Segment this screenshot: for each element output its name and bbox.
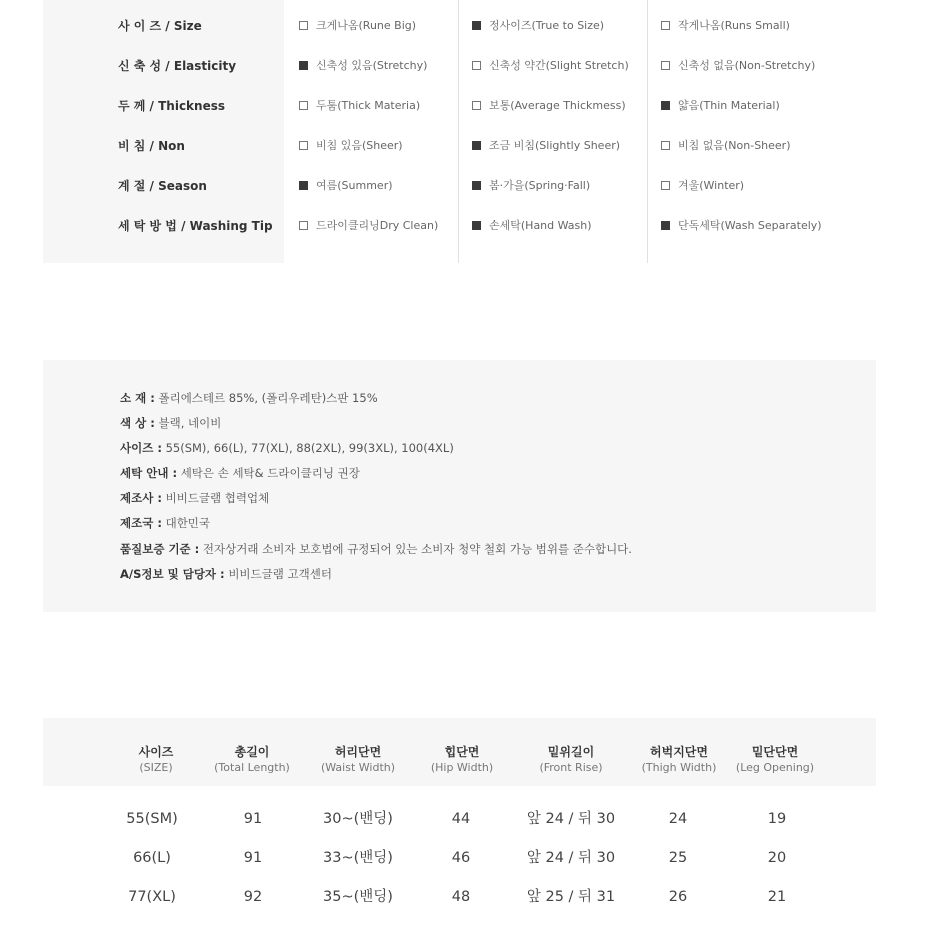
- cell-size: 55(SM): [126, 811, 178, 827]
- checkbox-icon: [661, 181, 670, 190]
- header-ko: 허벅지단면: [650, 745, 708, 759]
- attribute-option: [661, 166, 744, 206]
- cell-front-rise: 앞 25 / 뒤 31: [526, 889, 616, 905]
- checkbox-icon: [299, 101, 308, 110]
- info-value: 전자상거래 소비자 보호법에 규정되어 있는 소비자 청약 철회 가능 범위를 준수합니다.: [202, 542, 632, 556]
- header-ko: 허리단면: [334, 745, 382, 759]
- header-en: (Hip Width): [430, 761, 494, 774]
- option-label: 비침 있음(Sheer): [316, 139, 403, 152]
- info-quality: [120, 541, 632, 557]
- info-sizes: [120, 440, 454, 456]
- header-en: (SIZE): [139, 761, 173, 774]
- checked-box-icon: [299, 61, 308, 70]
- checkbox-icon: [472, 61, 481, 70]
- header-en: (Total Length): [214, 761, 290, 774]
- info-key: 세탁 안내 :: [120, 466, 178, 480]
- header-ko: 사이즈: [138, 745, 174, 759]
- attribute-option: [661, 6, 790, 46]
- option-label: 얇음(Thin Material): [678, 99, 780, 112]
- checked-box-icon: [661, 221, 670, 230]
- cell-hip: 44: [451, 811, 471, 827]
- attribute-row-sheer: [43, 126, 876, 166]
- attribute-option: [299, 166, 393, 206]
- header-waist: [321, 744, 395, 776]
- header-hip: [431, 744, 493, 776]
- checkbox-icon: [299, 221, 308, 230]
- header-ko: 총길이: [234, 745, 270, 759]
- info-washing: [120, 465, 360, 481]
- checkbox-icon: [299, 141, 308, 150]
- attribute-option: [472, 126, 620, 166]
- attribute-row-season: [43, 166, 876, 206]
- option-label: 신축성 없음(Non-Stretchy): [678, 59, 816, 72]
- cell-size: 66(L): [133, 850, 171, 866]
- info-value: 블랙, 네이비: [158, 416, 222, 430]
- attribute-option: [472, 86, 626, 126]
- cell-leg-opening: 19: [767, 811, 787, 827]
- checked-box-icon: [472, 181, 481, 190]
- attribute-option: [472, 166, 590, 206]
- attribute-option: [472, 6, 604, 46]
- cell-waist: 30~(밴딩): [323, 811, 393, 827]
- info-value: 비비드글램 고객센터: [228, 567, 332, 581]
- info-key: 색 상 :: [120, 416, 155, 430]
- info-country: [120, 515, 210, 531]
- cell-hip: 46: [451, 850, 471, 866]
- cell-thigh: 26: [668, 889, 688, 905]
- option-label: 두툼(Thick Materia): [316, 99, 421, 112]
- option-label: 보통(Average Thickmess): [489, 99, 626, 112]
- checkbox-icon: [661, 61, 670, 70]
- header-ko: 밑위길이: [547, 745, 595, 759]
- option-label: 비침 없음(Non-Sheer): [678, 139, 791, 152]
- info-as-contact: [120, 566, 332, 582]
- size-table: [43, 718, 876, 925]
- cell-size: 77(XL): [128, 889, 176, 905]
- attribute-option: [299, 126, 403, 166]
- checked-box-icon: [472, 141, 481, 150]
- attribute-option: [472, 206, 592, 246]
- attribute-label: 계 절 / Season: [118, 179, 207, 193]
- header-en: (Thigh Width): [641, 761, 717, 774]
- info-value: 폴리에스테르 85%, (폴리우레탄)스판 15%: [158, 391, 378, 405]
- cell-total-length: 91: [243, 850, 263, 866]
- info-key: 품질보증 기준 :: [120, 542, 200, 556]
- attribute-option: [299, 86, 420, 126]
- attribute-option: [299, 46, 427, 86]
- header-front-rise: [539, 744, 602, 776]
- checked-box-icon: [472, 21, 481, 30]
- info-key: 제조사 :: [120, 491, 162, 505]
- option-label: 작게나옴(Runs Small): [678, 19, 790, 32]
- option-label: 크게나옴(Rune Big): [316, 19, 417, 32]
- option-label: 단독세탁(Wash Separately): [678, 219, 822, 232]
- product-info-box: [43, 360, 876, 612]
- attribute-label: 사 이 즈 / Size: [118, 19, 202, 33]
- info-value: 세탁은 손 세탁& 드라이클리닝 권장: [180, 466, 360, 480]
- option-label: 드라이클리닝Dry Clean): [316, 219, 439, 232]
- attribute-label: 신 축 성 / Elasticity: [118, 59, 237, 73]
- option-label: 조금 비침(Slightly Sheer): [489, 139, 621, 152]
- checkbox-icon: [661, 21, 670, 30]
- header-en: (Front Rise): [539, 761, 603, 774]
- cell-waist: 35~(밴딩): [323, 889, 393, 905]
- attribute-option: [472, 46, 629, 86]
- attribute-option: [661, 46, 815, 86]
- info-manufacturer: [120, 490, 269, 506]
- attribute-option: [661, 86, 780, 126]
- info-value: 비비드글램 협력업체: [165, 491, 270, 505]
- header-total-length: [214, 744, 290, 776]
- cell-front-rise: 앞 24 / 뒤 30: [526, 811, 616, 827]
- checkbox-icon: [299, 21, 308, 30]
- info-key: 사이즈 :: [120, 441, 162, 455]
- checked-box-icon: [299, 181, 308, 190]
- attribute-option: [299, 206, 438, 246]
- attribute-label: 두 께 / Thickness: [118, 99, 226, 113]
- attribute-row-size: [43, 6, 876, 46]
- header-size: [139, 744, 174, 776]
- header-ko: 힙단면: [444, 745, 480, 759]
- info-value: 55(SM), 66(L), 77(XL), 88(2XL), 99(3XL), 100(4XL): [165, 441, 454, 455]
- info-key: A/S정보 및 담당자 :: [120, 567, 225, 581]
- info-key: 제조국 :: [120, 516, 162, 530]
- header-leg-opening: [736, 744, 814, 776]
- attribute-option: [299, 6, 416, 46]
- checkbox-icon: [472, 101, 481, 110]
- cell-total-length: 92: [243, 889, 263, 905]
- option-label: 손세탁(Hand Wash): [489, 219, 592, 232]
- header-en: (Leg Opening): [735, 761, 815, 774]
- attribute-row-thickness: [43, 86, 876, 126]
- product-attributes-table: [43, 0, 876, 263]
- attribute-label: 세 탁 방 법 / Washing Tip: [118, 219, 273, 233]
- info-value: 대한민국: [165, 516, 211, 530]
- checked-box-icon: [472, 221, 481, 230]
- attribute-option: [661, 126, 791, 166]
- cell-front-rise: 앞 24 / 뒤 30: [526, 850, 616, 866]
- attribute-row-washing: [43, 206, 876, 246]
- size-table-header: [43, 718, 876, 786]
- cell-hip: 48: [451, 889, 471, 905]
- attribute-label: 비 침 / Non: [118, 139, 185, 153]
- option-label: 신축성 약간(Slight Stretch): [489, 59, 629, 72]
- header-ko: 밑단단면: [751, 745, 799, 759]
- cell-thigh: 24: [668, 811, 688, 827]
- attribute-option: [661, 206, 822, 246]
- option-label: 겨울(Winter): [678, 179, 745, 192]
- option-label: 신축성 있음(Stretchy): [316, 59, 428, 72]
- cell-waist: 33~(밴딩): [323, 850, 393, 866]
- cell-thigh: 25: [668, 850, 688, 866]
- info-color: [120, 415, 221, 431]
- option-label: 봄·가을(Spring·Fall): [489, 179, 591, 192]
- header-thigh: [642, 744, 717, 776]
- cell-leg-opening: 21: [767, 889, 787, 905]
- option-label: 여름(Summer): [316, 179, 393, 192]
- cell-total-length: 91: [243, 811, 263, 827]
- cell-leg-opening: 20: [767, 850, 787, 866]
- header-en: (Waist Width): [320, 761, 396, 774]
- option-label: 정사이즈(True to Size): [489, 19, 605, 32]
- info-material: [120, 390, 378, 406]
- checkbox-icon: [661, 141, 670, 150]
- attribute-row-elasticity: [43, 46, 876, 86]
- info-key: 소 재 :: [120, 391, 155, 405]
- checked-box-icon: [661, 101, 670, 110]
